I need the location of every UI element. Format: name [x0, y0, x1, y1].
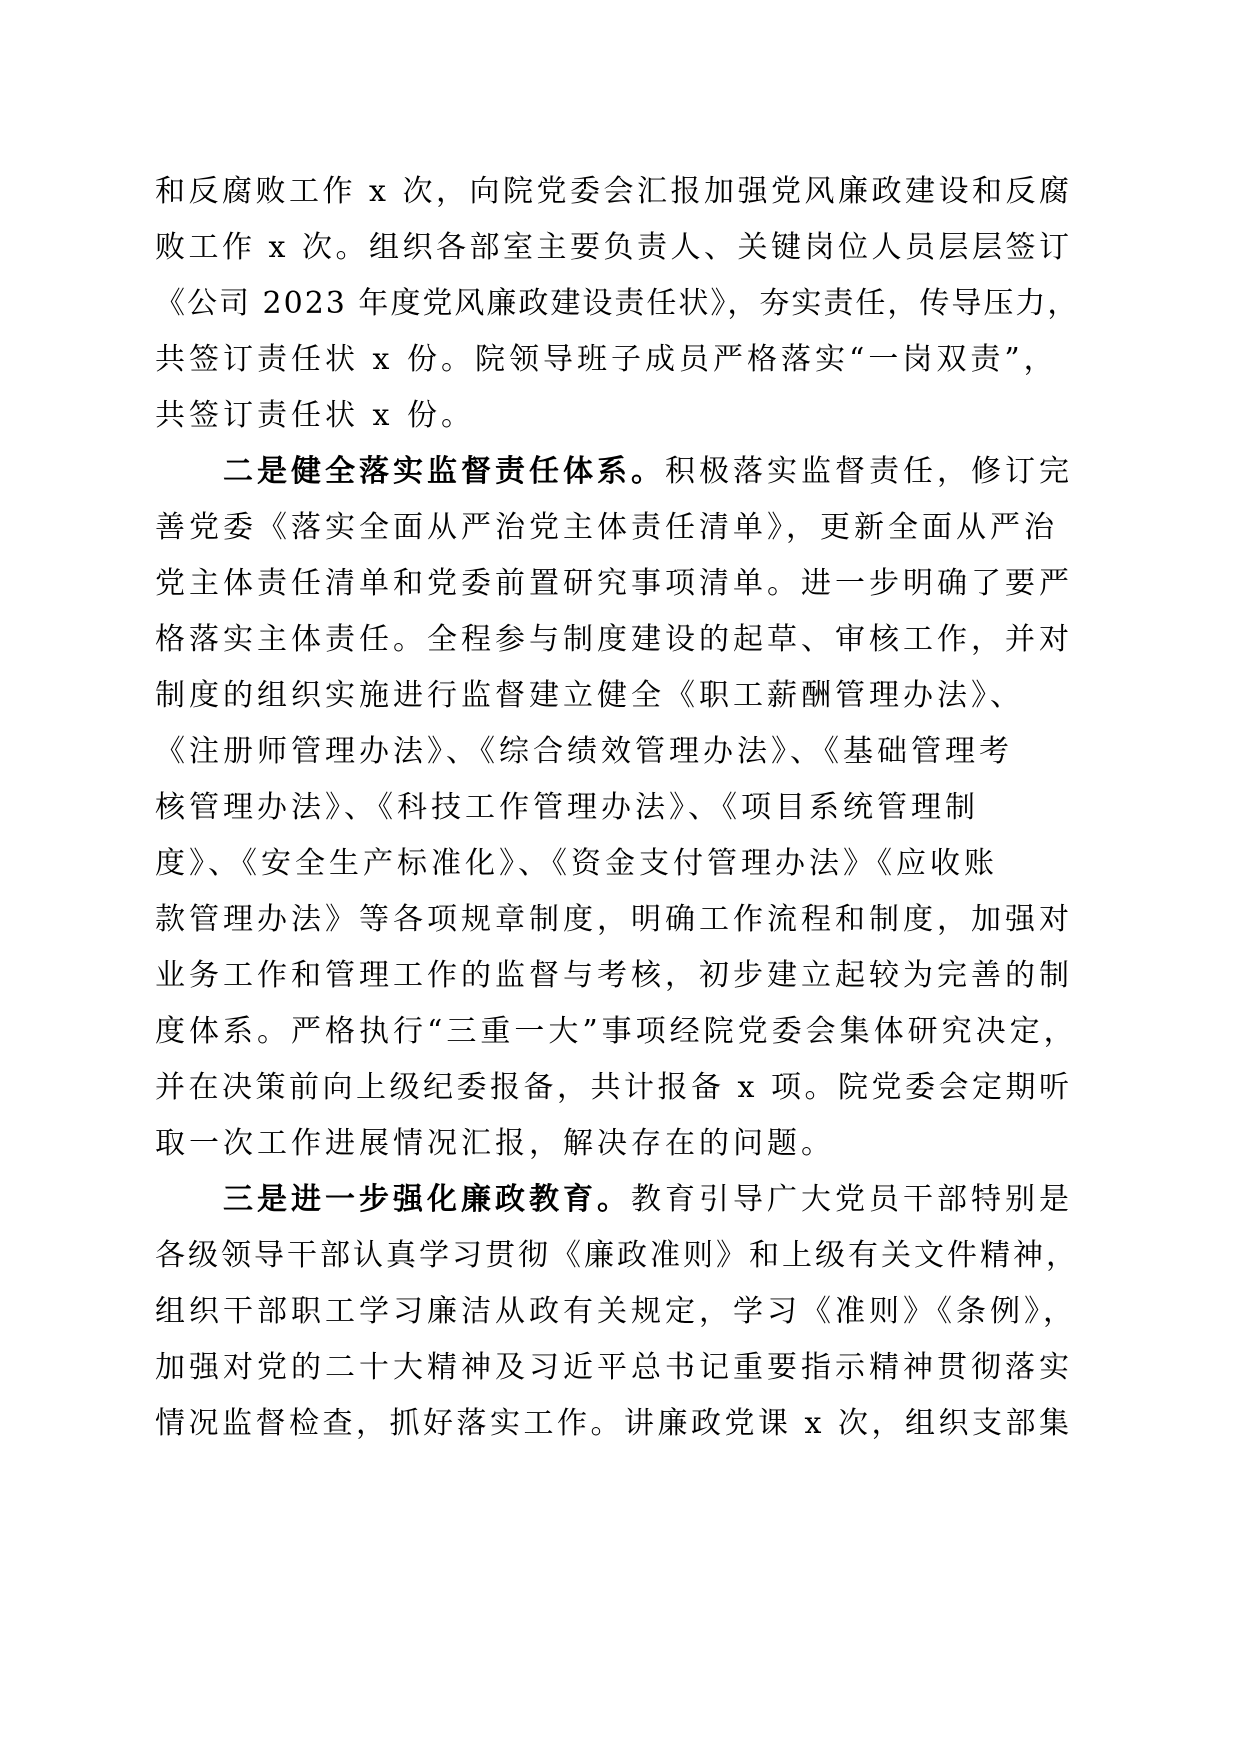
body-line: 情况监督检查，抓好落实工作。讲廉政党课 x 次，组织支部集	[155, 1406, 1073, 1441]
body-line: 取一次工作进展情况汇报，解决存在的问题。	[155, 1126, 835, 1161]
body-line: 《注册师管理办法》、《综合绩效管理办法》、《基础管理考	[155, 734, 1013, 769]
body-line: 并在决策前向上级纪委报备，共计报备 x 项。院党委会定期听	[155, 1070, 1073, 1105]
body-line: 和反腐败工作 x 次，向院党委会汇报加强党风廉政建设和反腐	[155, 174, 1073, 209]
section-2-heading: 二是健全落实监督责任体系。	[223, 454, 665, 489]
body-line: 共签订责任状 x 份。	[155, 398, 475, 433]
body-line: 组织干部职工学习廉洁从政有关规定，学习《准则》《条例》，	[155, 1294, 1077, 1329]
body-line: 度》、《安全生产标准化》、《资金支付管理办法》《应收账	[155, 846, 998, 881]
body-line: 核管理办法》、《科技工作管理办法》、《项目系统管理制	[155, 790, 979, 825]
body-line: 各级领导干部认真学习贯彻《廉政准则》和上级有关文件精神，	[155, 1238, 1079, 1273]
body-line: 款管理办法》等各项规章制度，明确工作流程和制度，加强对	[155, 902, 1073, 937]
body-line: 加强对党的二十大精神及习近平总书记重要指示精神贯彻落实	[155, 1350, 1073, 1385]
body-line: 业务工作和管理工作的监督与考核，初步建立起较为完善的制	[155, 958, 1073, 993]
body-line: 度体系。严格执行“三重一大”事项经院党委会集体研究决定，	[155, 1014, 1078, 1049]
section-3-lead-text: 教育引导广大党员干部特别是	[631, 1182, 1073, 1217]
section-3-heading: 三是进一步强化廉政教育。	[223, 1182, 631, 1217]
body-line: 格落实主体责任。全程参与制度建设的起草、审核工作，并对	[155, 622, 1073, 657]
body-line: 共签订责任状 x 份。院领导班子成员严格落实“一岗双责”，	[155, 342, 1058, 377]
section-2-first-line	[223, 452, 1073, 492]
body-line: 《公司 2023 年度党风廉政建设责任状》，夯实责任，传导压力，	[155, 286, 1080, 321]
section-3-first-line	[223, 1180, 1073, 1220]
body-line: 败工作 x 次。组织各部室主要负责人、关键岗位人员层层签订	[155, 230, 1073, 265]
body-line: 制度的组织实施进行监督建立健全《职工薪酬管理办法》、	[155, 678, 1024, 713]
body-line: 善党委《落实全面从严治党主体责任清单》，更新全面从严治	[155, 510, 1058, 545]
body-line: 党主体责任清单和党委前置研究事项清单。进一步明确了要严	[155, 566, 1073, 601]
section-2-lead-text: 积极落实监督责任，修订完	[665, 454, 1073, 489]
